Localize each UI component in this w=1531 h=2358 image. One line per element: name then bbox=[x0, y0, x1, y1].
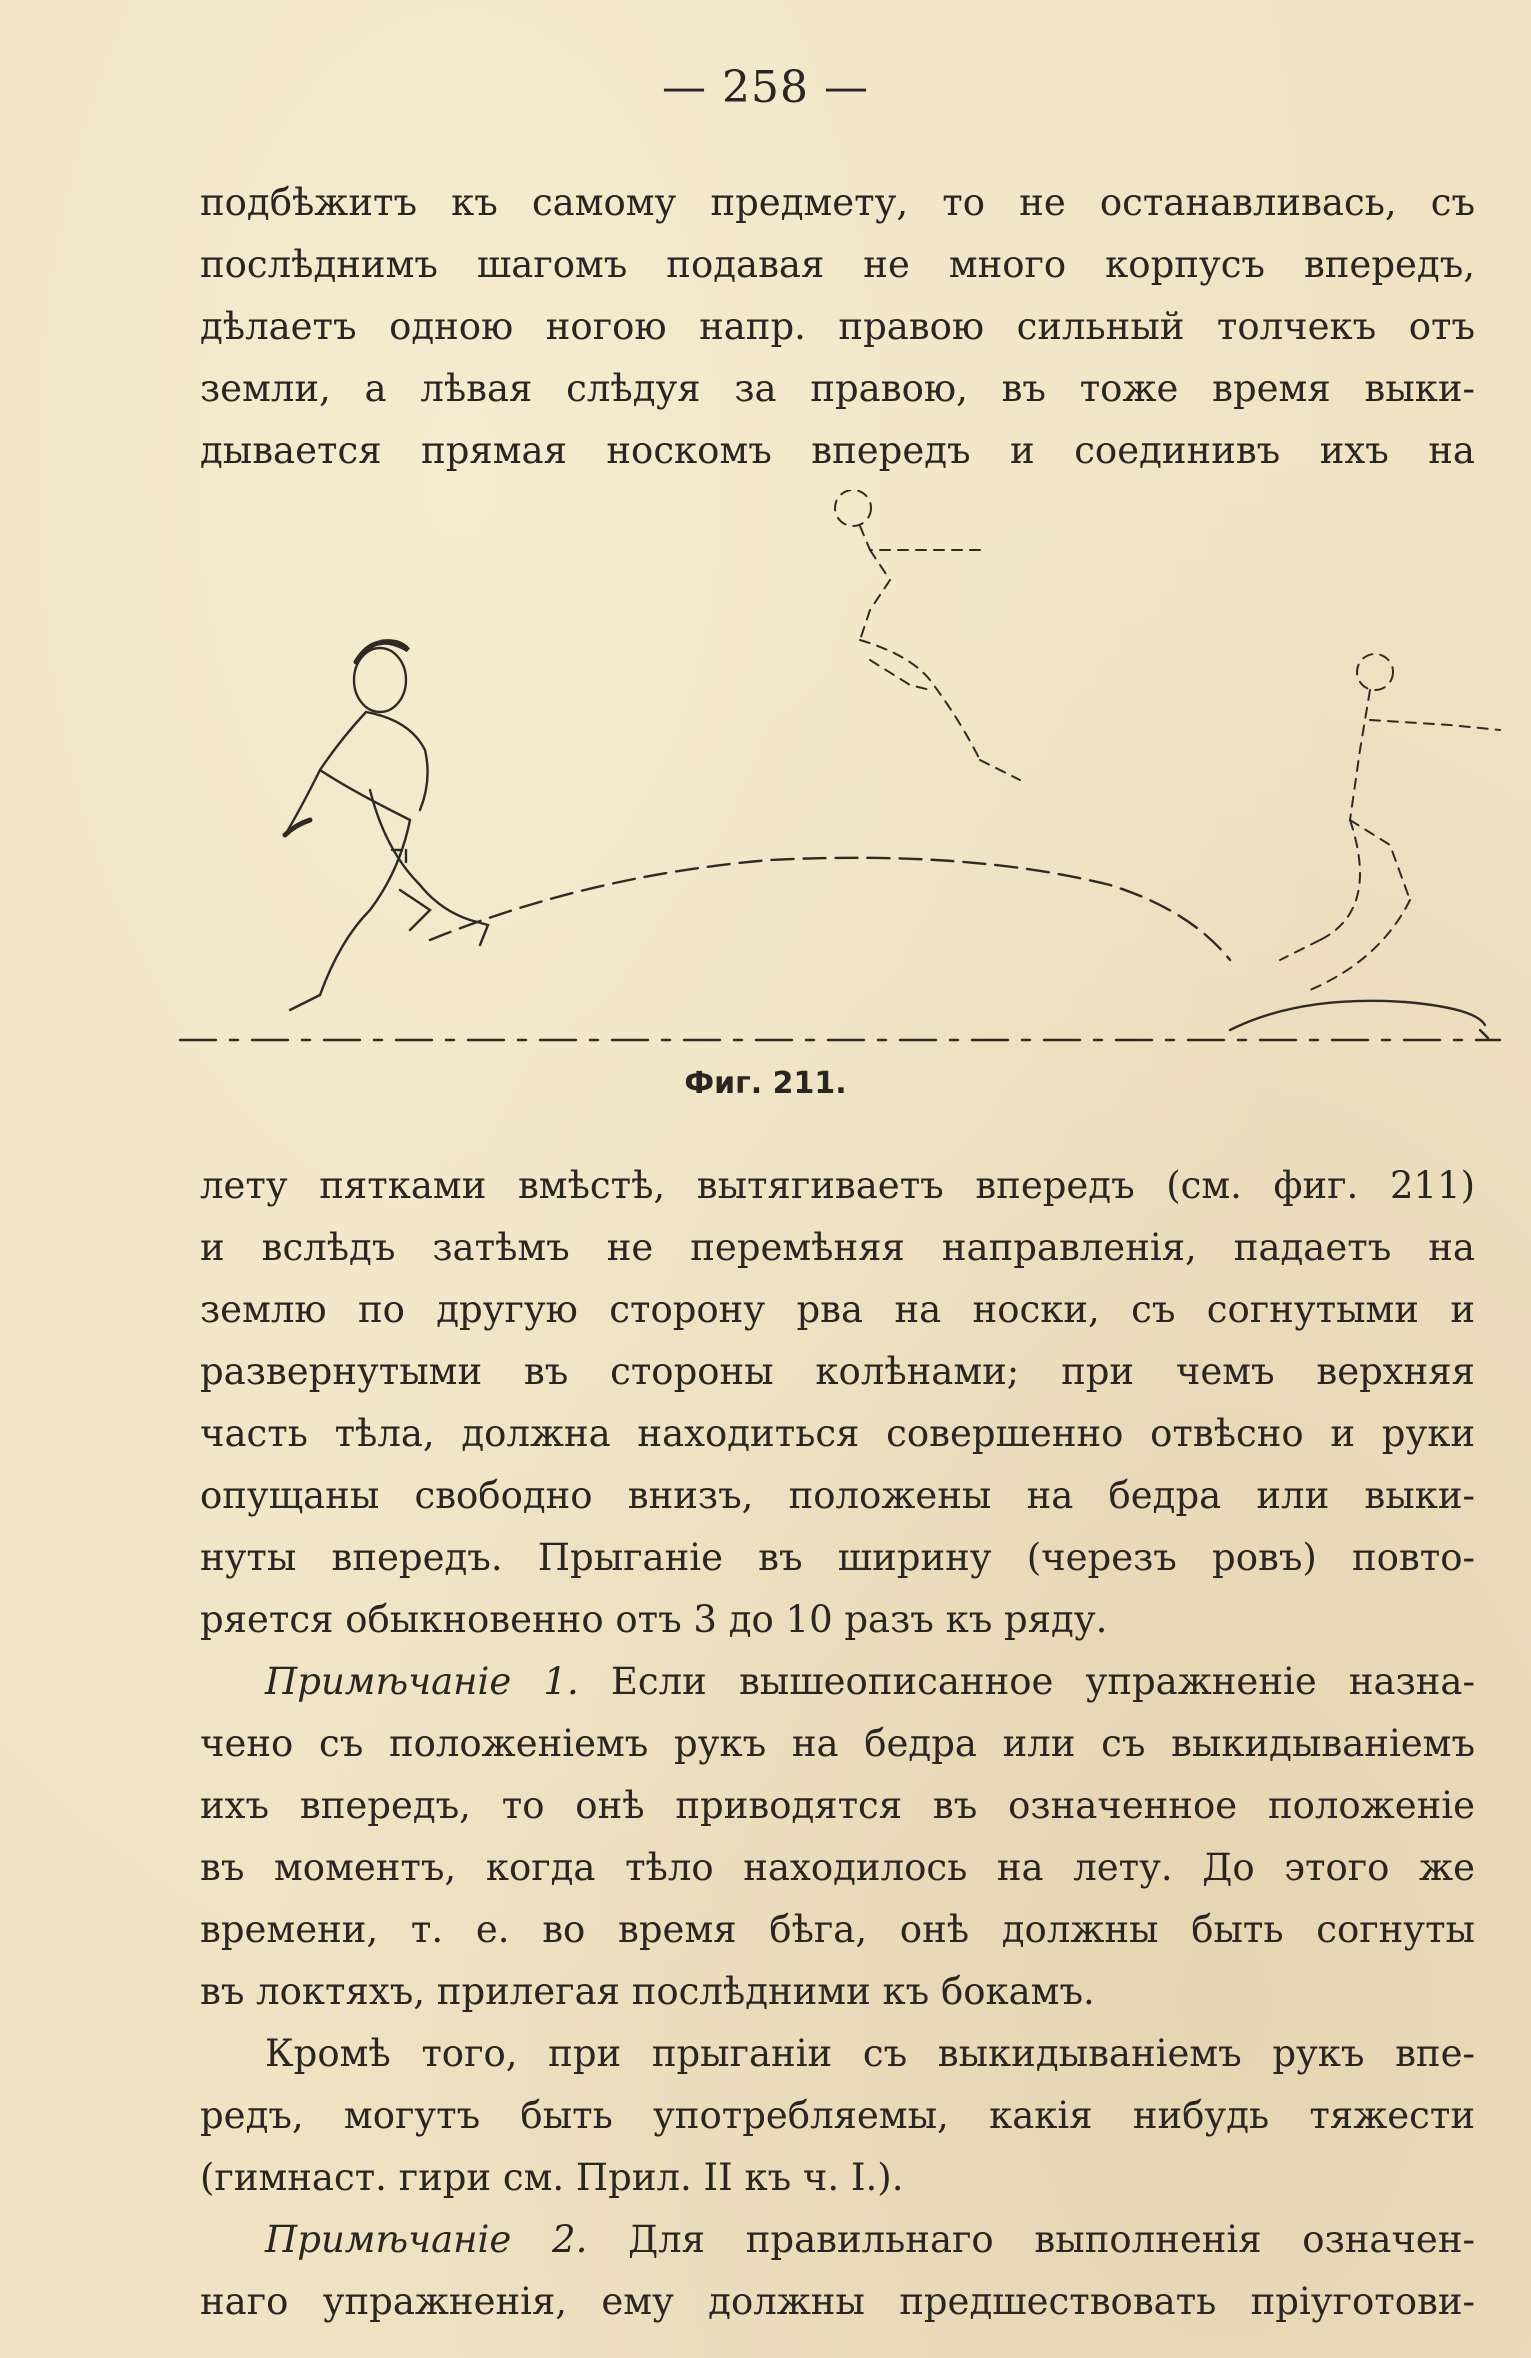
text-line: лету пятками вмѣстѣ, вытягиваетъ впередъ (см. фиг. 211) bbox=[200, 1164, 1475, 1207]
text-line: подбѣжитъ къ самому предмету, то не останавливась, съ bbox=[200, 181, 1475, 224]
long-jump-illustration bbox=[170, 490, 1510, 1050]
landing-figure bbox=[1280, 654, 1500, 990]
text-line: развернутыми въ стороны колѣнами; при чемъ верхняя bbox=[200, 1350, 1475, 1393]
text-line: дывается прямая носкомъ впередъ и соединивъ ихъ на bbox=[200, 429, 1475, 472]
ditch bbox=[1230, 1001, 1485, 1030]
text-line: землю по другую сторону рва на носки, съ согнутыми и bbox=[200, 1288, 1475, 1331]
text-line: и вслѣдъ затѣмъ не перемѣняя направленія, падаетъ на bbox=[200, 1226, 1475, 1269]
note-2-label: Примѣчаніе 2. bbox=[265, 2218, 588, 2261]
text-line: часть тѣла, должна находиться совершенно отвѣсно и руки bbox=[200, 1412, 1475, 1455]
text-line: Кромѣ того, при прыганіи съ выкидываніемъ рукъ впе- bbox=[265, 2032, 1475, 2075]
text-line: ряется обыкновенно отъ 3 до 10 разъ къ ряду. bbox=[200, 1598, 1108, 1641]
trajectory-line bbox=[430, 858, 1230, 960]
runner-figure bbox=[285, 642, 488, 1010]
figure-caption: Фиг. 211. bbox=[684, 1066, 847, 1101]
text-line: нуты впередъ. Прыганіе въ ширину (черезъ ровъ) повто- bbox=[200, 1536, 1475, 1579]
page-number: — 258 — bbox=[662, 62, 869, 113]
text-line: въ локтяхъ, прилегая послѣдними къ бокамъ. bbox=[200, 1970, 1095, 2013]
text-line: наго упражненія, ему должны предшествовать пріуготови- bbox=[200, 2280, 1475, 2323]
note-1-label: Примѣчаніе 1. bbox=[265, 1660, 579, 1703]
text-line: редъ, могутъ быть употребляемы, какія нибудь тяжести bbox=[200, 2094, 1475, 2137]
note-2-text: Для правильнаго выполненія означен- bbox=[628, 2218, 1475, 2261]
note-2-first-line bbox=[200, 2209, 1475, 2271]
text-line: въ моментъ, когда тѣло находилось на лету. До этого же bbox=[200, 1846, 1475, 1889]
midair-figure bbox=[835, 490, 1020, 780]
text-line: опущаны свободно внизъ, положены на бедра или выки- bbox=[200, 1474, 1475, 1517]
paragraph-after-figure bbox=[200, 1155, 1475, 2333]
note-1-first-line bbox=[200, 1651, 1475, 1713]
text-line: чено съ положеніемъ рукъ на бедра или съ выкидываніемъ bbox=[200, 1722, 1475, 1765]
note-1-text: Если вышеописанное упражненіе назна- bbox=[610, 1660, 1475, 1703]
text-line: послѣднимъ шагомъ подавая не много корпусъ впередъ, bbox=[200, 243, 1475, 286]
text-line: (гимнаст. гири см. Прил. II къ ч. I.). bbox=[200, 2156, 904, 2199]
text-line: земли, а лѣвая слѣдуя за правою, въ тоже время выки- bbox=[200, 367, 1475, 410]
text-line: времени, т. е. во время бѣга, онѣ должны быть согнуты bbox=[200, 1908, 1475, 1951]
text-line: дѣлаетъ одною ногою напр. правою сильный толчекъ отъ bbox=[200, 305, 1475, 348]
text-line: ихъ впередъ, то онѣ приводятся въ означенное положеніе bbox=[200, 1784, 1475, 1827]
paragraph-before-figure bbox=[200, 172, 1475, 482]
